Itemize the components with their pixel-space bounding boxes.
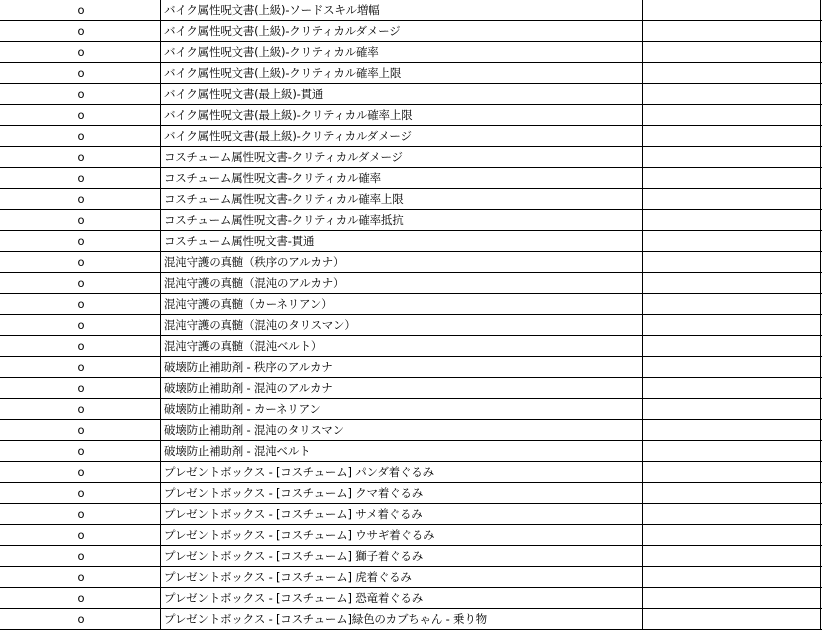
table-row bbox=[0, 231, 822, 252]
empty-cell[interactable] bbox=[643, 168, 821, 188]
table-row bbox=[0, 588, 822, 609]
empty-cell[interactable] bbox=[643, 273, 821, 293]
item-name-cell[interactable]: 混沌守護の真髄（混沌のタリスマン） bbox=[161, 315, 643, 335]
empty-cell[interactable] bbox=[643, 504, 821, 524]
table-row bbox=[0, 42, 822, 63]
availability-cell[interactable]: o bbox=[0, 462, 161, 482]
table-row bbox=[0, 525, 822, 546]
table-row bbox=[0, 294, 822, 315]
item-name-cell[interactable]: プレゼントボックス - [コスチューム] パンダ着ぐるみ bbox=[161, 462, 643, 482]
table-row bbox=[0, 0, 822, 21]
availability-cell[interactable]: o bbox=[0, 273, 161, 293]
availability-cell[interactable]: o bbox=[0, 357, 161, 377]
item-name-cell[interactable]: バイク属性呪文書(上級)-クリティカル確率 bbox=[161, 42, 643, 62]
empty-cell[interactable] bbox=[643, 567, 821, 587]
empty-cell[interactable] bbox=[643, 525, 821, 545]
table-row bbox=[0, 483, 822, 504]
item-name-cell[interactable]: バイク属性呪文書(最上級)-クリティカル確率上限 bbox=[161, 105, 643, 125]
item-name-cell[interactable]: コスチューム属性呪文書-クリティカル確率上限 bbox=[161, 189, 643, 209]
table-row bbox=[0, 210, 822, 231]
availability-cell[interactable]: o bbox=[0, 420, 161, 440]
empty-cell[interactable] bbox=[643, 189, 821, 209]
table-row bbox=[0, 168, 822, 189]
empty-cell[interactable] bbox=[643, 357, 821, 377]
item-name-cell[interactable]: バイク属性呪文書(上級)-クリティカル確率上限 bbox=[161, 63, 643, 83]
availability-cell[interactable]: o bbox=[0, 168, 161, 188]
empty-cell[interactable] bbox=[643, 42, 821, 62]
table-row bbox=[0, 105, 822, 126]
item-name-cell[interactable]: 破壊防止補助剤 - 混沌ベルト bbox=[161, 441, 643, 461]
item-name-cell[interactable]: 混沌守護の真髄（カーネリアン） bbox=[161, 294, 643, 314]
table-row bbox=[0, 273, 822, 294]
empty-cell[interactable] bbox=[643, 609, 821, 629]
availability-cell[interactable]: o bbox=[0, 378, 161, 398]
item-name-cell[interactable]: プレゼントボックス - [コスチューム] 獅子着ぐるみ bbox=[161, 546, 643, 566]
table-row bbox=[0, 420, 822, 441]
availability-cell[interactable]: o bbox=[0, 105, 161, 125]
availability-cell[interactable]: o bbox=[0, 63, 161, 83]
empty-cell[interactable] bbox=[643, 105, 821, 125]
item-name-cell[interactable]: プレゼントボックス - [コスチューム] クマ着ぐるみ bbox=[161, 483, 643, 503]
table-row bbox=[0, 357, 822, 378]
item-name-cell[interactable]: 破壊防止補助剤 - 混沌のアルカナ bbox=[161, 378, 643, 398]
table-row bbox=[0, 399, 822, 420]
availability-cell[interactable]: o bbox=[0, 231, 161, 251]
empty-cell[interactable] bbox=[643, 63, 821, 83]
availability-cell[interactable]: o bbox=[0, 21, 161, 41]
table-row bbox=[0, 189, 822, 210]
availability-cell[interactable]: o bbox=[0, 189, 161, 209]
availability-cell[interactable]: o bbox=[0, 0, 161, 20]
availability-cell[interactable]: o bbox=[0, 399, 161, 419]
empty-cell[interactable] bbox=[643, 378, 821, 398]
table-row bbox=[0, 147, 822, 168]
availability-cell[interactable]: o bbox=[0, 126, 161, 146]
availability-cell[interactable]: o bbox=[0, 483, 161, 503]
item-name-cell[interactable]: プレゼントボックス - [コスチューム] 虎着ぐるみ bbox=[161, 567, 643, 587]
availability-cell[interactable]: o bbox=[0, 504, 161, 524]
empty-cell[interactable] bbox=[643, 399, 821, 419]
table-row bbox=[0, 567, 822, 588]
empty-cell[interactable] bbox=[643, 483, 821, 503]
empty-cell[interactable] bbox=[643, 462, 821, 482]
empty-cell[interactable] bbox=[643, 315, 821, 335]
availability-cell[interactable]: o bbox=[0, 588, 161, 608]
empty-cell[interactable] bbox=[643, 147, 821, 167]
empty-cell[interactable] bbox=[643, 588, 821, 608]
empty-cell[interactable] bbox=[643, 336, 821, 356]
empty-cell[interactable] bbox=[643, 546, 821, 566]
item-name-cell[interactable]: プレゼントボックス - [コスチューム] サメ着ぐるみ bbox=[161, 504, 643, 524]
item-name-cell[interactable]: プレゼントボックス - [コスチューム]緑色のカブちゃん - 乗り物 bbox=[161, 609, 643, 629]
table-row bbox=[0, 609, 822, 630]
table-row bbox=[0, 462, 822, 483]
empty-cell[interactable] bbox=[643, 126, 821, 146]
availability-cell[interactable]: o bbox=[0, 147, 161, 167]
item-name-cell[interactable]: コスチューム属性呪文書-クリティカル確率抵抗 bbox=[161, 210, 643, 230]
availability-cell[interactable]: o bbox=[0, 609, 161, 629]
availability-cell[interactable]: o bbox=[0, 294, 161, 314]
item-name-cell[interactable]: バイク属性呪文書(上級)-クリティカルダメージ bbox=[161, 21, 643, 41]
empty-cell[interactable] bbox=[643, 294, 821, 314]
item-name-cell[interactable]: バイク属性呪文書(最上級)-貫通 bbox=[161, 84, 643, 104]
table-row bbox=[0, 252, 822, 273]
table-row bbox=[0, 504, 822, 525]
item-name-cell[interactable]: コスチューム属性呪文書-クリティカル確率 bbox=[161, 168, 643, 188]
item-name-cell[interactable]: 破壊防止補助剤 - 秩序のアルカナ bbox=[161, 357, 643, 377]
item-name-cell[interactable]: 混沌守護の真髄（秩序のアルカナ） bbox=[161, 252, 643, 272]
table-row bbox=[0, 378, 822, 399]
availability-cell[interactable]: o bbox=[0, 315, 161, 335]
item-name-cell[interactable]: 破壊防止補助剤 - 混沌のタリスマン bbox=[161, 420, 643, 440]
empty-cell[interactable] bbox=[643, 0, 821, 20]
availability-cell[interactable]: o bbox=[0, 42, 161, 62]
empty-cell[interactable] bbox=[643, 441, 821, 461]
item-name-cell[interactable]: バイク属性呪文書(最上級)-クリティカルダメージ bbox=[161, 126, 643, 146]
item-name-cell[interactable]: コスチューム属性呪文書-クリティカルダメージ bbox=[161, 147, 643, 167]
availability-cell[interactable]: o bbox=[0, 567, 161, 587]
table-row bbox=[0, 126, 822, 147]
empty-cell[interactable] bbox=[643, 84, 821, 104]
availability-cell[interactable]: o bbox=[0, 210, 161, 230]
item-name-cell[interactable]: 混沌守護の真髄（混沌ベルト） bbox=[161, 336, 643, 356]
table-row bbox=[0, 84, 822, 105]
table-row bbox=[0, 546, 822, 567]
table-row bbox=[0, 63, 822, 84]
table-row bbox=[0, 441, 822, 462]
table-row bbox=[0, 21, 822, 42]
empty-cell[interactable] bbox=[643, 21, 821, 41]
empty-cell[interactable] bbox=[643, 231, 821, 251]
empty-cell[interactable] bbox=[643, 210, 821, 230]
item-name-cell[interactable]: プレゼントボックス - [コスチューム] 恐竜着ぐるみ bbox=[161, 588, 643, 608]
item-name-cell[interactable]: コスチューム属性呪文書-貫通 bbox=[161, 231, 643, 251]
empty-cell[interactable] bbox=[643, 420, 821, 440]
item-name-cell[interactable]: プレゼントボックス - [コスチューム] ウサギ着ぐるみ bbox=[161, 525, 643, 545]
table-row bbox=[0, 315, 822, 336]
item-name-cell[interactable]: 破壊防止補助剤 - カーネリアン bbox=[161, 399, 643, 419]
item-name-cell[interactable]: バイク属性呪文書(上級)-ソードスキル増幅 bbox=[161, 0, 643, 20]
availability-cell[interactable]: o bbox=[0, 525, 161, 545]
availability-cell[interactable]: o bbox=[0, 336, 161, 356]
item-name-cell[interactable]: 混沌守護の真髄（混沌のアルカナ） bbox=[161, 273, 643, 293]
availability-cell[interactable]: o bbox=[0, 546, 161, 566]
table-row bbox=[0, 336, 822, 357]
availability-cell[interactable]: o bbox=[0, 441, 161, 461]
availability-cell[interactable]: o bbox=[0, 252, 161, 272]
empty-cell[interactable] bbox=[643, 252, 821, 272]
availability-cell[interactable]: o bbox=[0, 84, 161, 104]
